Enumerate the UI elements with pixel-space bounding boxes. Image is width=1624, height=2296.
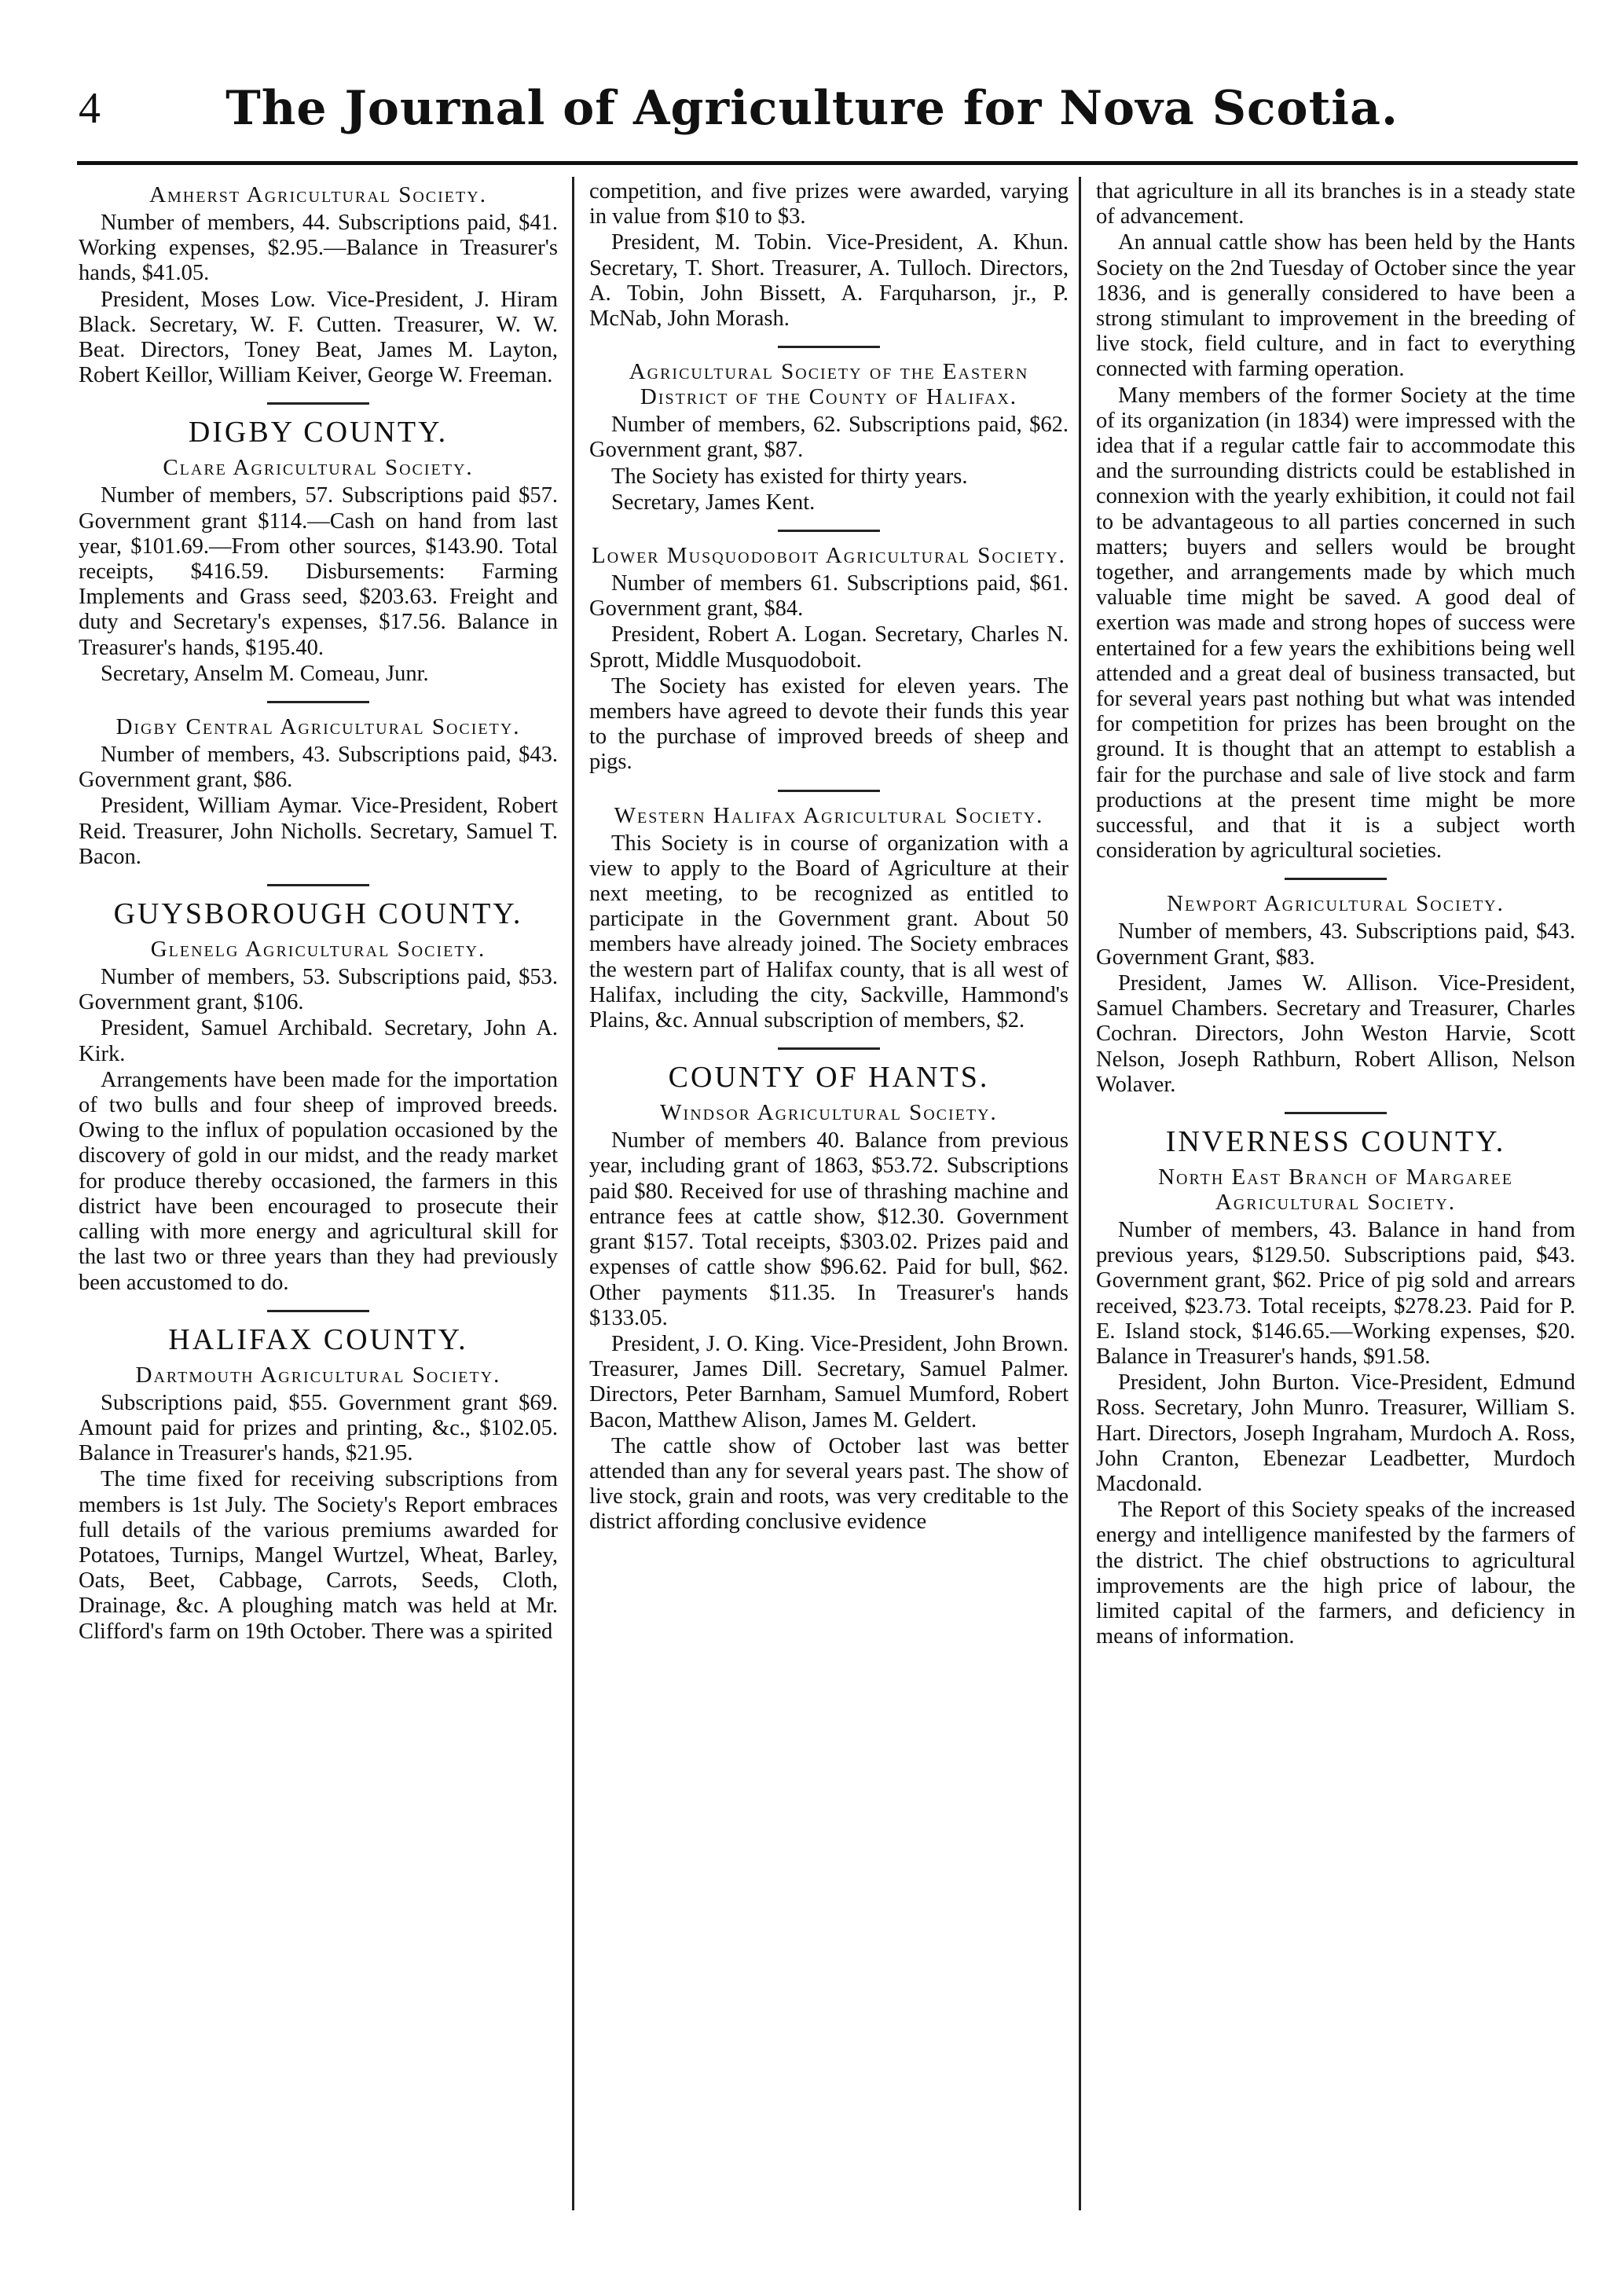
county-heading: COUNTY OF HANTS. <box>668 1061 990 1095</box>
paragraph: Number of members, 43. Balance in hand from previous years, $129.50. Subscriptions paid, $43. Government grant, $62. Price of pig sold and arrears received, $23.73. Total receipts, $278.23. Paid for P. E. Island stock, $146.65.—Working expenses, $20. Balance in Treasurer's hands, $91.58. <box>1096 1217 1575 1369</box>
society-title: Newport Agricultural Society. <box>1167 891 1505 917</box>
paragraph: Many members of the former Society at the time of its organization (in 1834) were impressed with the idea that if a regular cattle fair to accommodate this and the surrounding districts could be established in connexion with the yearly exhibition, it could not fail to be advantageous to all parties concerned in such matters; buyers and sellers would be brought together, and arrangements made by which much valuable time might be saved. A good deal of exertion was made and strong hopes of success were entertained for a few years the exhibitions being well attended and a great deal of business transacted, but for several years past nothing but what was intended for competition for prizes has been brought on the ground. It is thought that an attempt to establish a fair for the purchase and sale of live stock and farm productions at the present time might be more successful, and that it is a subject worth consideration by agricultural societies. <box>1096 383 1575 864</box>
paragraph: President, James W. Allison. Vice-President, Samuel Chambers. Secretary and Treasurer, Charles Cochran. Directors, John Weston Harvie, Scott Nelson, Joseph Rathburn, Robert Allison, Nelson Wolaver. <box>1096 970 1575 1097</box>
paragraph: President, Samuel Archibald. Secretary, John A. Kirk. <box>79 1016 558 1066</box>
section-divider <box>267 1310 369 1312</box>
paragraph: The Society has existed for thirty years. <box>611 464 968 489</box>
society-title: Glenelg Agricultural Society. <box>150 937 486 963</box>
paragraph: Number of members 40. Balance from previous year, including grant of 1863, $53.72. Subscriptions paid $80. Received for use of thrashing machine and entrance fees at cattle show, $12.30. Government grant $157. Total receipts, $303.02. Prizes paid and expenses of cattle show $96.62. Paid for bull, $62. Other payments $11.35. In Treasurer's hands $133.05. <box>589 1128 1069 1330</box>
society-title: Clare Agricultural Society. <box>163 455 474 481</box>
paragraph: President, William Aymar. Vice-President, Robert Reid. Treasurer, John Nicholls. Secretary, Samuel T. Bacon. <box>79 794 558 869</box>
text-column-3 <box>1096 179 1575 2206</box>
paragraph: Secretary, James Kent. <box>611 490 816 515</box>
county-heading: HALIFAX COUNTY. <box>168 1322 468 1356</box>
paragraph: Number of members, 43. Subscriptions paid, $43. Government grant, $86. <box>79 743 558 793</box>
paragraph: Number of members 61. Subscriptions paid, $61. Government grant, $84. <box>589 571 1069 622</box>
paragraph: This Society is in course of organization with a view to apply to the Board of Agriculture at their next meeting, to be recognized as entitled to participate in the Government grant. About 50 members have already joined. The Society embraces the western part of Halifax county, that is all west of Halifax, including the city, Sackville, Hammond's Plains, &c. Annual subscription of members, $2. <box>589 831 1069 1033</box>
society-title: Digby Central Agricultural Society. <box>115 714 521 740</box>
section-divider <box>778 530 880 532</box>
paragraph: competition, and five prizes were awarded, varying in value from $10 to $3. <box>589 179 1069 229</box>
paragraph: Subscriptions paid, $55. Government grant $69. Amount paid for prizes and printing, &c., $102.05. Balance in Treasurer's hands, $21.95. <box>79 1390 558 1466</box>
paragraph: An annual cattle show has been held by the Hants Society on the 2nd Tuesday of October since the year 1836, and is generally considered to have been a strong stimulant to improvement in the breeding of live stock, field culture, and in fact to everything connected with farming operation. <box>1096 230 1575 382</box>
paragraph: Number of members, 53. Subscriptions paid, $53. Government grant, $106. <box>79 965 558 1015</box>
society-title: North East Branch of Margaree Agricultural Society. <box>1158 1164 1513 1215</box>
paragraph: The cattle show of October last was better attended than any for several years past. The show of live stock, grain and roots, was very creditable to the district affording conclusive evidence <box>589 1433 1069 1535</box>
society-title: Lower Musquodoboit Agricultural Society. <box>592 543 1066 569</box>
society-entry <box>1096 179 1575 864</box>
society-entry <box>1096 1165 1575 1649</box>
paragraph: Number of members, 57. Subscriptions paid $57. Government grant $114.—Cash on hand from last year, $101.69.—From other sources, $143.90. Total receipts, $416.59. Disbursements: Farming Implements and Grass seed, $203.63. Freight and duty and Secretary's expenses, $17.56. Balance in Treasurer's hands, $195.40. <box>79 483 558 660</box>
section-divider <box>1285 878 1387 880</box>
paragraph: Secretary, Anselm M. Comeau, Junr. <box>101 661 429 686</box>
text-column-2 <box>589 179 1069 2206</box>
section-divider <box>267 701 369 703</box>
society-entry <box>589 359 1069 515</box>
text-column-1 <box>79 179 558 2206</box>
paragraph: The time fixed for receiving subscriptions from members is 1st July. The Society's Report embraces full details of the various premiums awarded for Potatoes, Turnips, Mangel Wurtzel, Wheat, Barley, Oats, Beet, Cabbage, Carrots, Seeds, Cloth, Drainage, &c. A ploughing match was held at Mr. Clifford's farm on 19th October. There was a spirited <box>79 1467 558 1644</box>
society-title: Windsor Agricultural Society. <box>660 1100 998 1126</box>
paragraph: President, Moses Low. Vice-President, J. Hiram Black. Secretary, W. F. Cutten. Treasurer, W. W. Beat. Directors, Toney Beat, James M. Layton, Robert Keillor, William Keiver, George W. Freeman. <box>79 287 558 388</box>
society-entry <box>79 1363 558 1645</box>
paragraph: Number of members, 62. Subscriptions paid, $62. Government grant, $87. <box>589 413 1069 463</box>
county-heading: DIGBY COUNTY. <box>188 416 449 449</box>
paragraph: Number of members, 43. Subscriptions paid, $43. Government Grant, $83. <box>1096 919 1575 970</box>
section-divider <box>778 346 880 348</box>
section-divider <box>778 1047 880 1050</box>
paragraph: Number of members, 44. Subscriptions paid, $41. Working expenses, $2.95.—Balance in Treasurer's hands, $41.05. <box>79 211 558 286</box>
paragraph: The Report of this Society speaks of the increased energy and intelligence manifested by the farmers of the district. The chief obstructions to agricultural improvements are the high price of labour, the limited capital of the farmers, and deficiency in means of information. <box>1096 1498 1575 1649</box>
society-entry <box>79 182 558 388</box>
header-rule <box>77 161 1578 165</box>
paragraph: President, M. Tobin. Vice-President, A. Khun. Secretary, T. Short. Treasurer, A. Tulloch. Directors, A. Tobin, John Bissett, A. Farquharson, jr., P. McNab, John Morash. <box>589 230 1069 332</box>
county-heading: INVERNESS COUNTY. <box>1165 1124 1506 1158</box>
society-entry <box>79 714 558 870</box>
society-title: Dartmouth Agricultural Society. <box>135 1362 501 1388</box>
society-title: Agricultural Society of the Eastern District of the County of Halifax. <box>629 359 1029 410</box>
section-divider <box>778 790 880 792</box>
paragraph: that agriculture in all its branches is in a steady state of advancement. <box>1096 179 1575 229</box>
column-divider <box>1079 177 1081 2210</box>
paragraph: The Society has existed for eleven years. The members have agreed to devote their funds this year to the purchase of improved breeds of sheep and pigs. <box>589 673 1069 775</box>
society-entry <box>79 455 558 687</box>
county-heading: GUYSBOROUGH COUNTY. <box>113 897 523 931</box>
society-entry <box>589 1100 1069 1535</box>
paragraph: President, John Burton. Vice-President, Edmund Ross. Secretary, John Munro. Treasurer, William S. Hart. Directors, Joseph Ingraham, Murdoch A. Ross, John Cranton, Ebenezar Leadbetter, Murdoch Macdonald. <box>1096 1370 1575 1496</box>
society-title: Amherst Agricultural Society. <box>149 182 487 207</box>
society-entry <box>589 179 1069 332</box>
society-entry <box>589 543 1069 776</box>
society-entry <box>1096 891 1575 1097</box>
paragraph: President, Robert A. Logan. Secretary, Charles N. Sprott, Middle Musquodoboit. <box>589 622 1069 673</box>
page-number: 4 <box>79 84 101 133</box>
section-divider <box>1285 1112 1387 1114</box>
paragraph: Arrangements have been made for the importation of two bulls and four sheep of improved breeds. Owing to the influx of population occasioned by the discovery of gold in our midst, and the ready market for produce thereby occasioned, the farmers in this district have been encouraged to prosecute their calling with more energy and agricultural skill for the last two or three years than they had previously been accustomed to do. <box>79 1067 558 1295</box>
society-title: Western Halifax Agricultural Society. <box>614 802 1044 828</box>
section-divider <box>267 402 369 405</box>
paragraph: President, J. O. King. Vice-President, John Brown. Treasurer, James Dill. Secretary, Samuel Palmer. Directors, Peter Barnham, Samuel Mumford, Robert Bacon, Matthew Alison, James M. Geldert. <box>589 1331 1069 1432</box>
society-entry <box>589 803 1069 1034</box>
running-title: The Journal of Agriculture for Nova Scotia. <box>225 81 1399 136</box>
society-entry <box>79 937 558 1296</box>
column-divider <box>572 177 574 2210</box>
section-divider <box>267 884 369 886</box>
